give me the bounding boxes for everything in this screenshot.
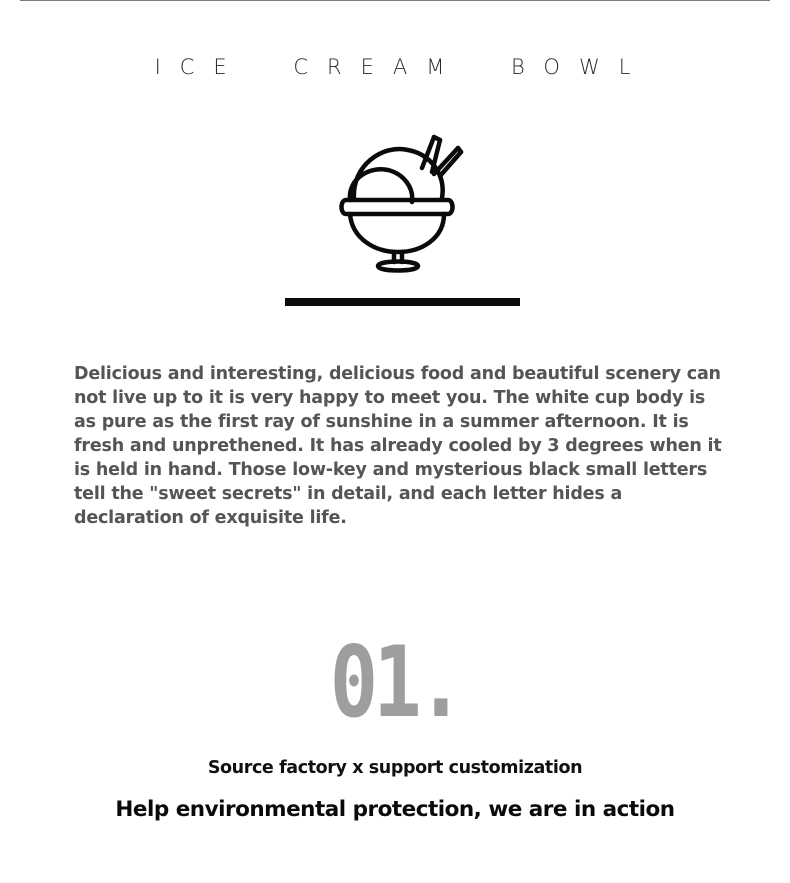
section-number: 01. [329,626,461,740]
page-title: ICE CREAM BOWL [154,55,650,79]
description-paragraph: Delicious and interesting, delicious food and beautiful scenery can not live up to it is very happy to meet you. The white cup body is as pure as the first ray of sunshine in a summer afternoon. It is fresh and unprethened. It has already cooled by 3 degrees when it is held in hand. Those low-key and mysterious black small letters tell the "sweet secrets" in detail, and each letter hides a declaration of exquisite life. [74,364,722,528]
ice-cream-bowl-icon [330,128,470,278]
divider-bar [285,298,520,306]
section-tagline: Help environmental protection, we are in action [115,797,675,822]
section-subtitle: Source factory x support customization [207,758,583,778]
top-rule [20,0,770,1]
